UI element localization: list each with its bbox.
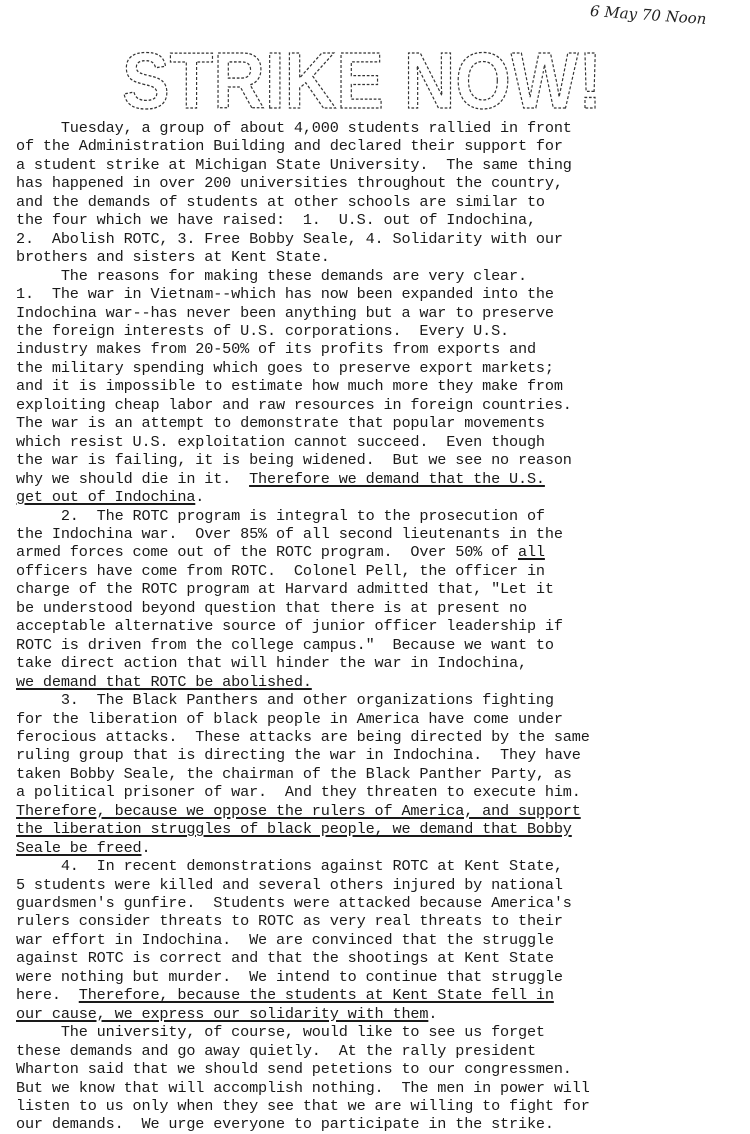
text-line: [16, 986, 736, 1004]
text-line: [16, 912, 736, 930]
text-segment: the four which we have raised: 1. U.S. out of Indochina,: [16, 211, 536, 230]
text-segment: were nothing but murder. We intend to continue that struggle: [16, 967, 563, 986]
text-line: [16, 654, 736, 672]
text-segment: Tuesday, a group of about 4,000 students rallied in front: [16, 119, 572, 137]
text-segment: The university, of course, would like to see us forget: [16, 1023, 545, 1042]
text-line: [16, 230, 736, 248]
text-line: [16, 1060, 736, 1078]
text-line: [16, 377, 736, 395]
text-segment: Wharton said that we should send petetions to our congressmen.: [16, 1060, 572, 1079]
text-segment: taken Bobby Seale, the chairman of the Black Panther Party, as: [16, 764, 572, 783]
text-line: [16, 1042, 736, 1060]
text-segment: be understood beyond question that there is at present no: [16, 598, 527, 617]
text-line: [16, 543, 736, 561]
underlined-demand: Therefore, because we oppose the rulers of America, and support: [16, 801, 581, 820]
underlined-demand: our cause, we express our solidarity with them: [16, 1004, 429, 1023]
text-segment: take direct action that will hinder the war in Indochina,: [16, 654, 527, 673]
text-line: [16, 1097, 736, 1115]
text-line: [16, 1005, 736, 1023]
text-line: [16, 1023, 736, 1041]
text-segment: brothers and sisters at Kent State.: [16, 248, 330, 267]
text-line: [16, 691, 736, 709]
text-line: [16, 414, 736, 432]
text-line: [16, 285, 736, 303]
text-segment: ROTC is driven from the college campus." Because we want to: [16, 635, 554, 654]
text-segment: 3. The Black Panthers and other organizations fighting: [16, 691, 554, 710]
text-line: [16, 359, 736, 377]
text-segment: 2. The ROTC program is integral to the prosecution of: [16, 506, 545, 525]
text-line: [16, 857, 736, 875]
text-segment: listen to us only when they see that we are willing to fight for: [16, 1097, 590, 1116]
text-segment: exploiting cheap labor and raw resources in foreign countries.: [16, 395, 572, 414]
text-segment: war effort in Indochina. We are convinced that the struggle: [16, 930, 554, 949]
text-line: [16, 248, 736, 266]
text-segment: officers have come from ROTC. Colonel Pell, the officer in: [16, 561, 545, 580]
text-line: [16, 673, 736, 691]
text-line: [16, 839, 736, 857]
text-line: [16, 710, 736, 728]
text-line: [16, 396, 736, 414]
text-segment: our demands. We urge everyone to participate in the strike.: [16, 1115, 554, 1134]
text-segment: .: [195, 488, 205, 507]
text-segment: .: [141, 838, 151, 857]
headline-strike-now: [112, 38, 612, 120]
text-segment: why we should die in it.: [16, 469, 250, 488]
text-segment: 1. The war in Vietnam--which has now been expanded into the: [16, 285, 554, 304]
text-segment: ruling group that is directing the war in Indochina. They have: [16, 746, 581, 765]
text-segment: the war is failing, it is being widened. But we see no reason: [16, 451, 572, 470]
text-line: [16, 433, 736, 451]
underlined-demand: we demand that ROTC be abolished.: [16, 672, 312, 691]
text-segment: the military spending which goes to preserve export markets;: [16, 358, 554, 377]
text-segment: armed forces come out of the ROTC program. Over 50% of: [16, 543, 518, 562]
text-segment: and it is impossible to estimate how much more they make from: [16, 377, 563, 396]
manifesto-body: [16, 119, 736, 1134]
underlined-demand: Therefore we demand that the U.S.: [249, 469, 545, 488]
text-line: [16, 525, 736, 543]
text-line: [16, 267, 736, 285]
text-line: [16, 451, 736, 469]
text-segment: of the Administration Building and declared their support for: [16, 137, 563, 156]
text-segment: But we know that will accomplish nothing. The men in power will: [16, 1078, 590, 1097]
text-segment: acceptable alternative source of junior officer leadership if: [16, 617, 563, 636]
text-line: [16, 340, 736, 358]
text-line: [16, 137, 736, 155]
text-segment: here.: [16, 986, 79, 1005]
text-segment: and the demands of students at other schools are similar to: [16, 192, 545, 211]
text-line: [16, 470, 736, 488]
text-segment: these demands and go away quietly. At the rally president: [16, 1041, 536, 1060]
text-line: [16, 599, 736, 617]
text-line: [16, 617, 736, 635]
underlined-demand: the liberation struggles of black people, we demand that Bobby: [16, 820, 572, 839]
text-segment: a student strike at Michigan State University. The same thing: [16, 155, 572, 174]
text-line: [16, 174, 736, 192]
text-line: [16, 802, 736, 820]
text-line: [16, 488, 736, 506]
underlined-demand: all: [517, 543, 545, 562]
underlined-demand: get out of Indochina: [16, 488, 196, 507]
text-segment: rulers consider threats to ROTC as very real threats to their: [16, 912, 563, 931]
text-line: [16, 562, 736, 580]
text-line: [16, 119, 736, 137]
text-line: [16, 322, 736, 340]
text-line: [16, 304, 736, 322]
text-line: [16, 820, 736, 838]
text-segment: a political prisoner of war. And they threaten to execute him.: [16, 783, 581, 802]
text-line: [16, 728, 736, 746]
text-segment: .: [428, 1004, 438, 1023]
text-line: [16, 156, 736, 174]
handwritten-date-note: 6 May 70 Noon: [589, 1, 708, 29]
text-line: [16, 1115, 736, 1133]
text-line: [16, 580, 736, 598]
text-segment: 2. Abolish ROTC, 3. Free Bobby Seale, 4. Solidarity with our: [16, 229, 563, 248]
text-line: [16, 876, 736, 894]
text-segment: for the liberation of black people in America have come under: [16, 709, 563, 728]
text-segment: which resist U.S. exploitation cannot succeed. Even though: [16, 432, 545, 451]
text-line: [16, 193, 736, 211]
text-segment: charge of the ROTC program at Harvard admitted that, "Let it: [16, 580, 554, 599]
text-line: [16, 894, 736, 912]
text-line: [16, 968, 736, 986]
underlined-demand: Therefore, because the students at Kent State fell in: [78, 986, 554, 1005]
text-segment: has happened in over 200 universities throughout the country,: [16, 174, 563, 193]
text-segment: the Indochina war. Over 85% of all second lieutenants in the: [16, 524, 563, 543]
text-segment: industry makes from 20-50% of its profits from exports and: [16, 340, 536, 359]
text-segment: guardsmen's gunfire. Students were attacked because America's: [16, 894, 572, 913]
text-segment: 5 students were killed and several others injured by national: [16, 875, 563, 894]
text-line: [16, 746, 736, 764]
text-line: [16, 211, 736, 229]
text-segment: The reasons for making these demands are very clear.: [16, 266, 527, 285]
text-line: [16, 949, 736, 967]
text-segment: Indochina war--has never been anything but a war to preserve: [16, 303, 554, 322]
text-line: [16, 765, 736, 783]
text-segment: ferocious attacks. These attacks are being directed by the same: [16, 727, 590, 746]
underlined-demand: Seale be freed: [16, 838, 142, 857]
text-line: [16, 931, 736, 949]
text-segment: 4. In recent demonstrations against ROTC at Kent State,: [16, 857, 563, 876]
text-line: [16, 1079, 736, 1097]
text-segment: The war is an attempt to demonstrate that popular movements: [16, 414, 545, 433]
headline-text: STRIKE NOW!: [122, 38, 602, 120]
text-segment: the foreign interests of U.S. corporations. Every U.S.: [16, 321, 510, 340]
text-line: [16, 783, 736, 801]
text-line: [16, 507, 736, 525]
text-segment: against ROTC is correct and that the shootings at Kent State: [16, 949, 554, 968]
text-line: [16, 636, 736, 654]
